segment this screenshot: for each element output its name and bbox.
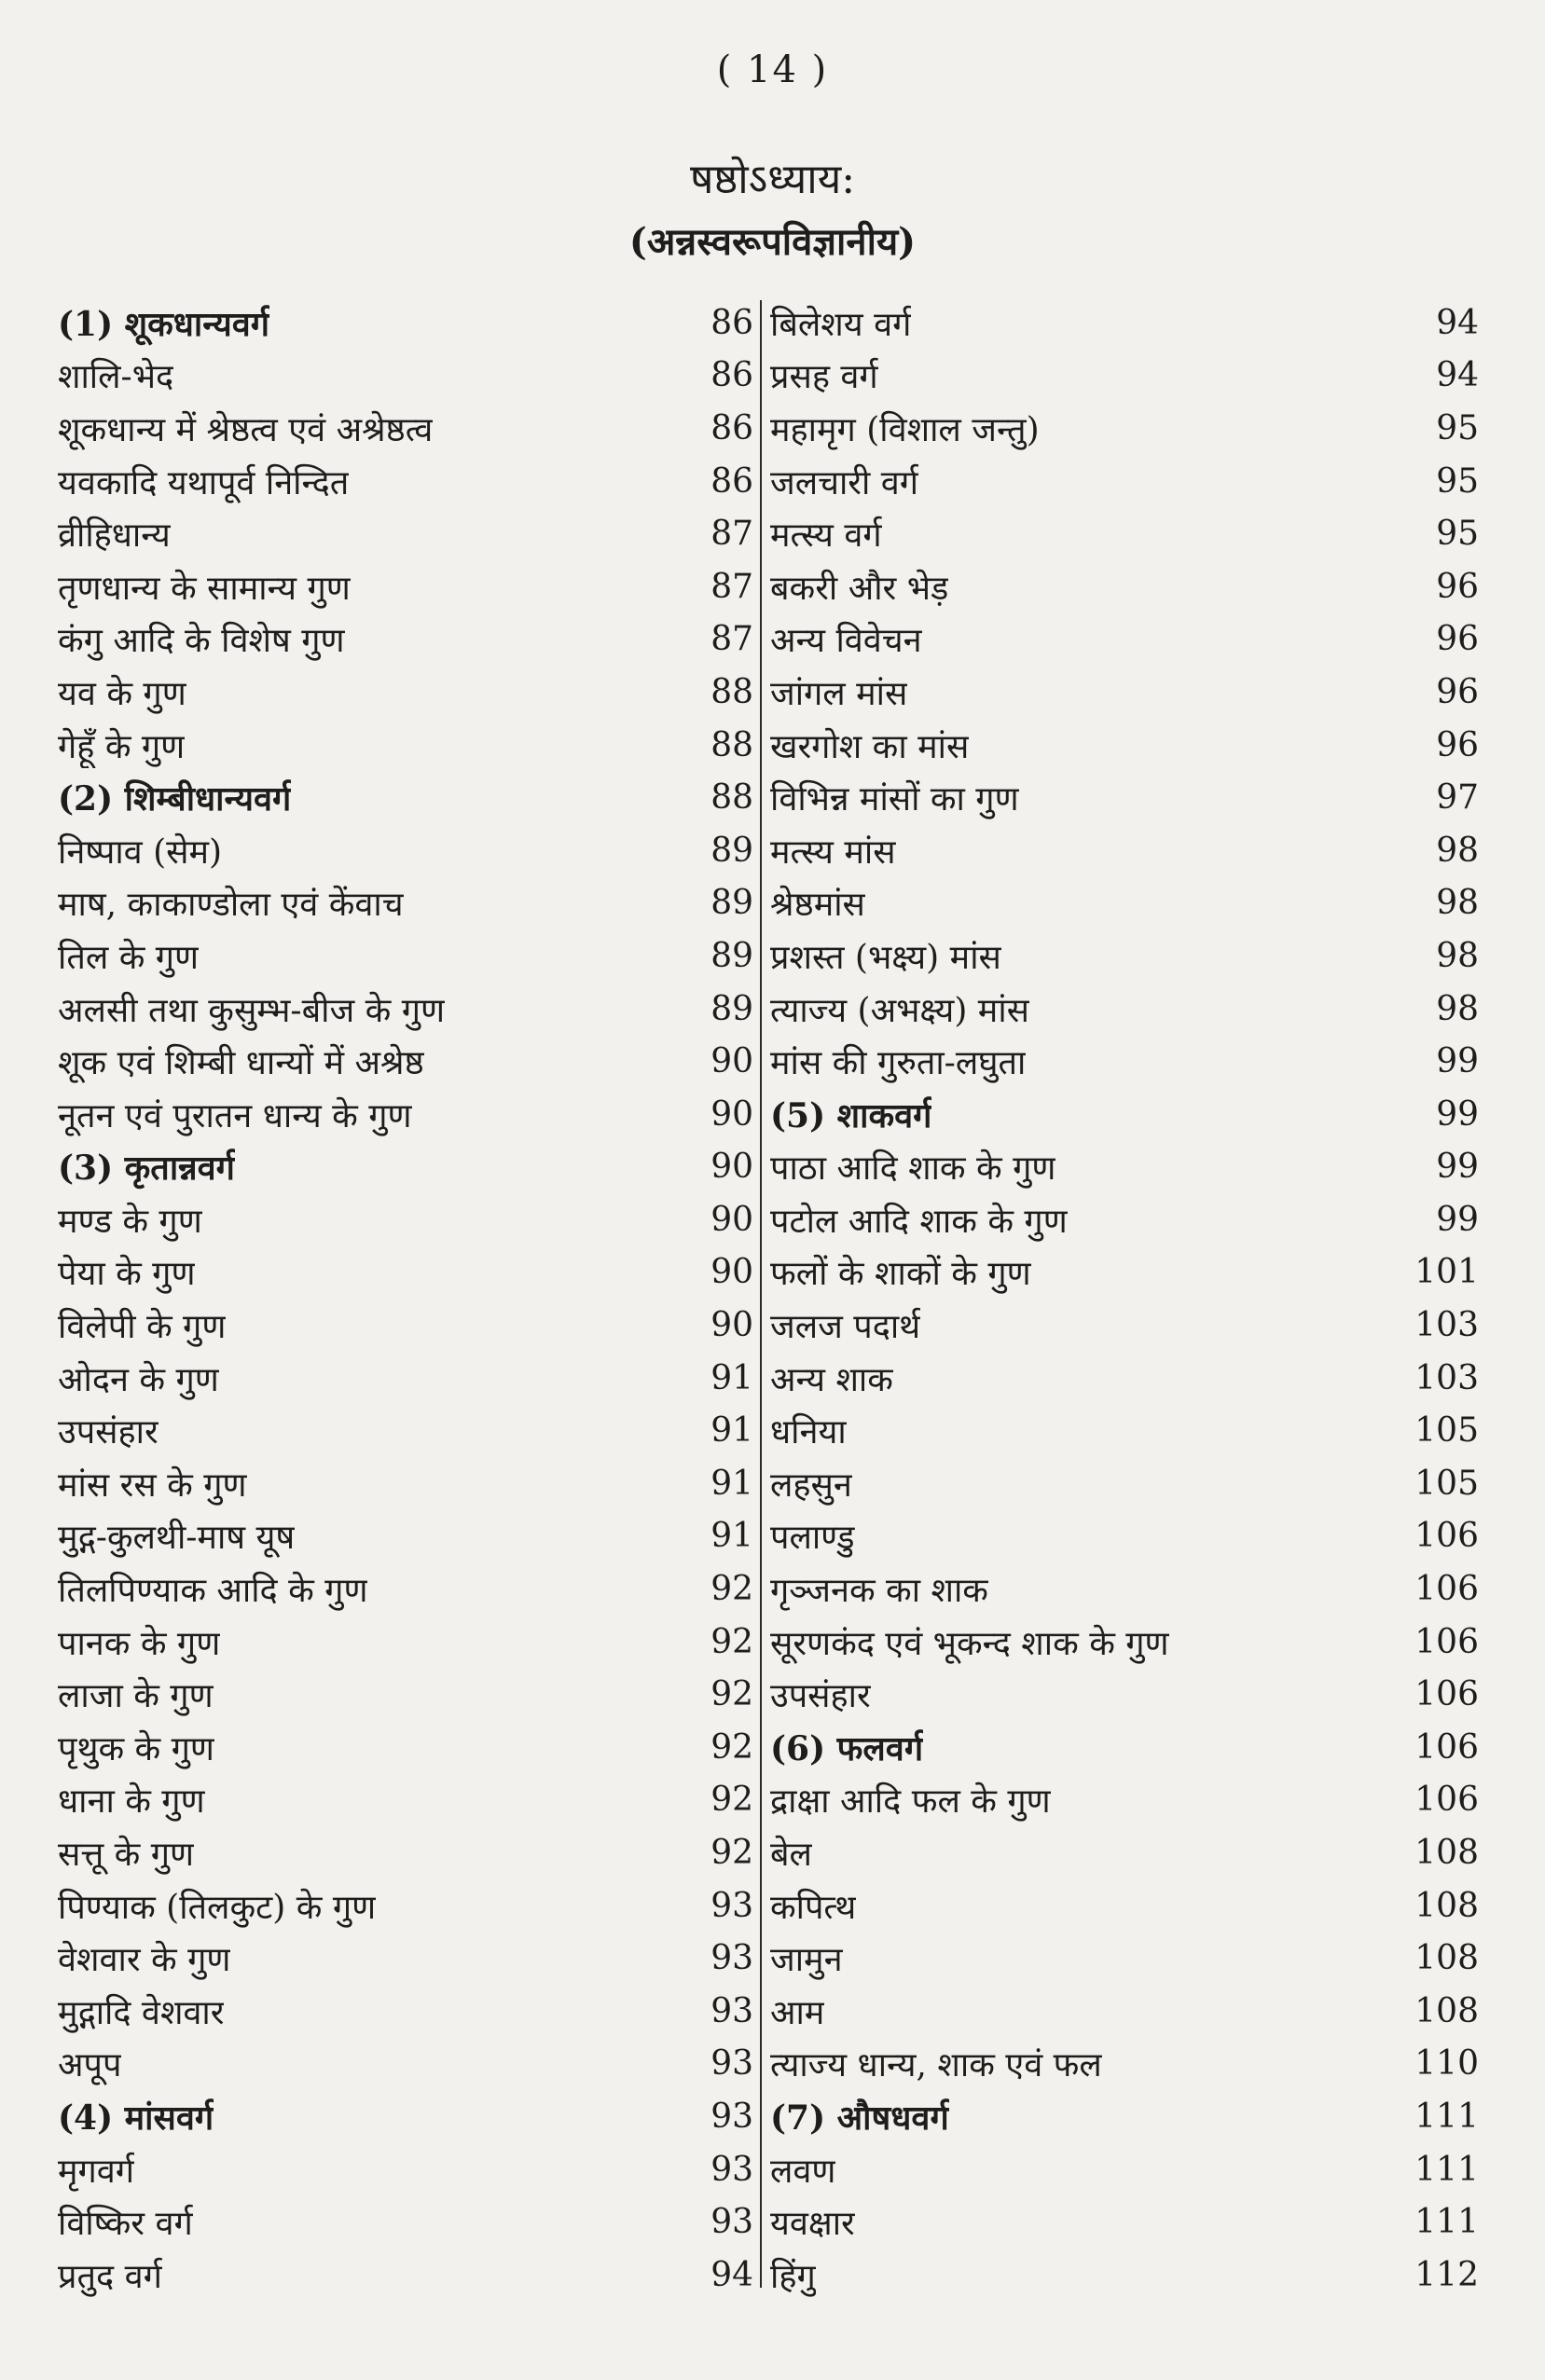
toc-entry-page: 88 (710, 725, 753, 764)
toc-entry-label: सूरणकंद एवं भूकन्द शाक के गुण (770, 1624, 1169, 1663)
toc-entry-page: 95 (1436, 408, 1479, 447)
toc-entry (58, 983, 753, 1036)
toc-entry-page: 87 (710, 515, 753, 554)
toc-entry-label: कंगु आदि के विशेष गुण (58, 622, 345, 661)
toc-entry-label: उपसंहार (58, 1413, 159, 1452)
toc-entry-page: 99 (1436, 1042, 1479, 1081)
toc-entry-label: विभिन्न मांसों का गुण (770, 780, 1019, 819)
toc-entry (770, 1404, 1479, 1457)
toc-right-column (770, 296, 1479, 2302)
toc-entry-label: धनिया (770, 1413, 847, 1452)
toc-entry-page: 106 (1414, 1781, 1479, 1820)
toc-entry-label: (4) मांसवर्ग (58, 2098, 214, 2138)
toc-entry-label: कपित्थ (770, 1888, 857, 1927)
toc-section-heading (770, 1088, 1479, 1141)
toc-left-column (58, 296, 753, 2302)
toc-entry-page: 106 (1414, 1517, 1479, 1556)
toc-entry (770, 2038, 1479, 2091)
toc-entry-label: पेया के गुण (58, 1255, 196, 1294)
toc-entry (770, 350, 1479, 403)
toc-entry-page: 106 (1414, 1622, 1479, 1661)
toc-entry-label: धाना के गुण (58, 1782, 205, 1822)
toc-entry-page: 111 (1414, 2150, 1479, 2189)
toc-entry (58, 507, 753, 560)
toc-entry-label: बकरी और भेड़ (770, 569, 949, 608)
toc-entry-label: शालि-भेद (58, 358, 174, 397)
toc-entry-label: प्रसह वर्ग (770, 358, 878, 397)
toc-entry-label: गेहूँ के गुण (58, 727, 186, 766)
toc-entry (770, 1562, 1479, 1616)
toc-entry-page: 89 (710, 989, 753, 1028)
toc-section-heading (770, 1721, 1479, 1774)
toc-entry-page: 106 (1414, 1675, 1479, 1714)
toc-entry (58, 824, 753, 877)
toc-entry-page: 94 (1436, 356, 1479, 395)
toc-entry-page: 108 (1414, 1991, 1479, 2030)
toc-entry (58, 1193, 753, 1246)
toc-entry-page: 90 (710, 1200, 753, 1239)
toc-entry (58, 560, 753, 613)
toc-section-heading (770, 2090, 1479, 2143)
toc-entry-page: 111 (1414, 2097, 1479, 2136)
toc-entry (58, 1404, 753, 1457)
toc-entry (58, 1616, 753, 1669)
toc-entry (58, 666, 753, 719)
toc-entry-page: 96 (1436, 672, 1479, 711)
toc-entry-label: ओदन के गुण (58, 1360, 219, 1399)
toc-entry-page: 91 (710, 1464, 753, 1503)
toc-entry-label: द्राक्षा आदि फल के गुण (770, 1782, 1051, 1822)
toc-entry-label: जामुन (770, 1941, 843, 1980)
toc-entry (770, 1141, 1479, 1194)
toc-entry-label: उपसंहार (770, 1677, 871, 1716)
toc-entry-label: लवण (770, 2152, 836, 2191)
toc-entry-page: 95 (1436, 515, 1479, 554)
chapter-title: षष्ठोऽध्याय: (689, 156, 856, 203)
toc-entry-label: अन्य शाक (770, 1360, 893, 1399)
toc-entry (770, 877, 1479, 930)
toc-entry (770, 719, 1479, 772)
toc-entry-page: 99 (1436, 1094, 1479, 1134)
toc-entry-label: अपूप (58, 2046, 122, 2085)
toc-entry-page: 93 (710, 1886, 753, 1925)
toc-entry-label: गृञ्जनक का शाक (770, 1572, 988, 1611)
toc-entry-label: हिंगु (770, 2257, 816, 2296)
toc-entry-page: 93 (710, 2044, 753, 2084)
toc-section-heading (58, 2090, 753, 2143)
toc-entry-label: शूक एवं शिम्बी धान्यों में अश्रेष्ठ (58, 1044, 424, 1083)
toc-entry-label: तिल के गुण (58, 938, 200, 977)
toc-entry-label: मण्ड के गुण (58, 1202, 202, 1241)
toc-entry-page: 106 (1414, 1570, 1479, 1609)
toc-entry (770, 1352, 1479, 1405)
toc-entry (58, 1879, 753, 1933)
toc-entry-label: व्रीहिधान्य (58, 516, 171, 556)
toc-entry-page: 93 (710, 2203, 753, 2242)
toc-entry (770, 2195, 1479, 2249)
toc-entry (770, 507, 1479, 560)
toc-entry (770, 1457, 1479, 1510)
toc-entry-label: (5) शाकवर्ग (770, 1095, 932, 1135)
toc-entry-label: तृणधान्य के सामान्य गुण (58, 569, 351, 608)
toc-entry-label: मत्स्य मांस (770, 832, 896, 872)
toc-entry (58, 2249, 753, 2302)
toc-entry-label: फलों के शाकों के गुण (770, 1255, 1031, 1294)
toc-entry-page: 91 (710, 1517, 753, 1556)
toc-entry-page: 89 (710, 936, 753, 975)
toc-entry (58, 929, 753, 983)
toc-entry-page: 93 (710, 1939, 753, 1978)
toc-entry-label: लाजा के गुण (58, 1677, 214, 1716)
toc-entry (770, 1193, 1479, 1246)
toc-entry (770, 455, 1479, 508)
toc-entry-page: 91 (710, 1358, 753, 1397)
chapter-subtitle: (अन्नस्वरूपविज्ञानीय) (628, 220, 917, 264)
toc-entry-page: 90 (710, 1306, 753, 1345)
toc-entry-page: 98 (1436, 936, 1479, 975)
toc-entry-page: 93 (710, 2150, 753, 2189)
toc-entry-label: प्रशस्त (भक्ष्य) मांस (770, 938, 1001, 977)
toc-entry-label: विष्किर वर्ग (58, 2205, 193, 2244)
toc-entry-label: पलाण्डु (770, 1519, 855, 1558)
toc-entry-page: 92 (710, 1675, 753, 1714)
toc-entry-label: महामृग (विशाल जन्तु) (770, 410, 1040, 449)
toc-entry (58, 455, 753, 508)
toc-entry-page: 90 (710, 1253, 753, 1292)
toc-entry (58, 1088, 753, 1141)
toc-entry-label: अन्य विवेचन (770, 622, 922, 661)
toc-entry-label: मांस की गुरुता-लघुता (770, 1044, 1027, 1083)
toc-entry-label: वेशवार के गुण (58, 1941, 231, 1980)
toc-entry-label: (1) शूकधान्यवर्ग (58, 304, 270, 344)
toc-entry (770, 1616, 1479, 1669)
toc-entry-label: पानक के गुण (58, 1624, 221, 1663)
toc-entry (58, 402, 753, 455)
toc-entry (58, 2195, 753, 2249)
toc-entry-page: 111 (1414, 2203, 1479, 2242)
toc-entry (770, 1879, 1479, 1933)
toc-entry (770, 1035, 1479, 1088)
toc-entry-label: (7) औषधवर्ग (770, 2098, 949, 2138)
toc-entry (770, 929, 1479, 983)
toc-entry-label: मृगवर्ग (58, 2152, 135, 2191)
toc-entry (770, 2249, 1479, 2302)
toc-entry-page: 108 (1414, 1834, 1479, 1873)
toc-section-heading (58, 1141, 753, 1194)
toc-entry-label: मांस रस के गुण (58, 1465, 247, 1505)
toc-entry (770, 1246, 1479, 1300)
toc-entry-page: 99 (1436, 1148, 1479, 1187)
toc-entry-label: सत्तू के गुण (58, 1836, 195, 1875)
toc-entry-page: 103 (1414, 1306, 1479, 1345)
toc-section-heading (58, 771, 753, 824)
toc-entry-page: 97 (1436, 778, 1479, 818)
toc-entry-label: शूकधान्य में श्रेष्ठत्व एवं अश्रेष्ठत्व (58, 410, 434, 449)
toc-entry-label: निष्पाव (सेम) (58, 832, 223, 872)
toc-entry-label: लहसुन (770, 1465, 852, 1505)
toc-entry (770, 2143, 1479, 2196)
toc-entry (58, 1035, 753, 1088)
toc-entry-label: तिलपिण्याक आदि के गुण (58, 1572, 368, 1611)
toc-entry (770, 983, 1479, 1036)
toc-entry (58, 2143, 753, 2196)
toc-entry-page: 90 (710, 1094, 753, 1134)
toc-entry-page: 93 (710, 1991, 753, 2030)
toc-entry-page: 86 (710, 356, 753, 395)
toc-entry (58, 2038, 753, 2091)
toc-entry-label: श्रेष्ठमांस (770, 886, 865, 925)
toc-entry-label: पिण्याक (तिलकुट) के गुण (58, 1888, 377, 1927)
column-divider (760, 300, 762, 2288)
toc-entry-page: 90 (710, 1148, 753, 1187)
toc-entry-page: 94 (1436, 303, 1479, 342)
toc-entry-label: मुद्गादि वेशवार (58, 1993, 225, 2032)
toc-entry-page: 108 (1414, 1939, 1479, 1978)
toc-entry (770, 824, 1479, 877)
toc-entry (58, 877, 753, 930)
toc-entry-page: 92 (710, 1570, 753, 1609)
toc-entry (58, 1457, 753, 1510)
toc-entry (770, 1932, 1479, 1985)
toc-entry-label: बेल (770, 1836, 812, 1875)
toc-entry-page: 96 (1436, 620, 1479, 659)
toc-entry-page: 96 (1436, 567, 1479, 606)
toc-entry (58, 1774, 753, 1827)
toc-entry-page: 95 (1436, 461, 1479, 501)
toc-entry (770, 560, 1479, 613)
toc-entry (58, 350, 753, 403)
toc-entry-page: 91 (710, 1411, 753, 1451)
toc-entry-page: 92 (710, 1834, 753, 1873)
toc-entry-page: 112 (1414, 2255, 1479, 2294)
toc-entry-label: जलज पदार्थ (770, 1308, 921, 1347)
toc-entry-page: 92 (710, 1622, 753, 1661)
toc-entry-label: पृथुक के गुण (58, 1729, 214, 1768)
toc-entry-label: यवकादि यथापूर्व निन्दित (58, 463, 350, 502)
toc-entry-label: अलसी तथा कुसुम्भ-बीज के गुण (58, 991, 445, 1030)
toc-entry-page: 94 (710, 2255, 753, 2294)
toc-entry (770, 613, 1479, 667)
toc-entry (58, 613, 753, 667)
toc-entry-label: त्याज्य धान्य, शाक एवं फल (770, 2046, 1102, 2085)
toc-entry-page: 96 (1436, 725, 1479, 764)
toc-entry (770, 1774, 1479, 1827)
toc-entry-page: 86 (710, 408, 753, 447)
toc-section-heading (58, 296, 753, 350)
toc-entry (58, 1932, 753, 1985)
toc-entry-label: त्याज्य (अभक्ष्य) मांस (770, 991, 1029, 1030)
toc-entry (58, 1668, 753, 1721)
toc-entry (58, 1985, 753, 2038)
toc-entry (58, 1721, 753, 1774)
toc-entry-page: 98 (1436, 884, 1479, 923)
toc-entry (58, 1299, 753, 1352)
toc-entry-page: 86 (710, 461, 753, 501)
toc-entry (770, 1510, 1479, 1563)
toc-entry (770, 296, 1479, 350)
toc-entry-label: पाठा आदि शाक के गुण (770, 1149, 1056, 1189)
toc-entry-page: 108 (1414, 1886, 1479, 1925)
toc-entry-page: 101 (1414, 1253, 1479, 1292)
toc-entry (58, 1352, 753, 1405)
toc-entry-label: जांगल मांस (770, 674, 908, 713)
toc-entry-page: 92 (710, 1727, 753, 1767)
toc-entry-page: 106 (1414, 1727, 1479, 1767)
toc-entry-label: माष, काकाण्डोला एवं केंवाच (58, 886, 404, 925)
toc-entry-page: 89 (710, 831, 753, 870)
toc-entry-page: 103 (1414, 1358, 1479, 1397)
toc-entry-label: यवक्षार (770, 2205, 855, 2244)
toc-entry-label: (6) फलवर्ग (770, 1728, 924, 1768)
toc-entry-page: 93 (710, 2097, 753, 2136)
toc-entry-label: बिलेशय वर्ग (770, 305, 912, 344)
toc-entry-label: पटोल आदि शाक के गुण (770, 1202, 1068, 1241)
toc-entry (770, 1985, 1479, 2038)
toc-entry-page: 105 (1414, 1411, 1479, 1451)
toc-entry-page: 87 (710, 620, 753, 659)
toc-entry-label: मत्स्य वर्ग (770, 516, 882, 556)
toc-entry-page: 88 (710, 672, 753, 711)
toc-entry-label: विलेपी के गुण (58, 1308, 227, 1347)
toc-entry-label: प्रतुद वर्ग (58, 2257, 162, 2296)
toc-entry (770, 666, 1479, 719)
toc-entry-page: 89 (710, 884, 753, 923)
toc-entry-label: नूतन एवं पुरातन धान्य के गुण (58, 1096, 412, 1135)
toc-entry (58, 1562, 753, 1616)
toc-entry-label: खरगोश का मांस (770, 727, 970, 766)
toc-entry (770, 1668, 1479, 1721)
toc-entry-page: 90 (710, 1042, 753, 1081)
toc-entry-page: 99 (1436, 1200, 1479, 1239)
toc-entry (58, 719, 753, 772)
toc-entry-page: 98 (1436, 831, 1479, 870)
toc-entry-label: जलचारी वर्ग (770, 463, 919, 502)
toc-entry-label: (3) कृतान्नवर्ग (58, 1149, 235, 1189)
toc-entry-page: 86 (710, 303, 753, 342)
toc-entry-page: 110 (1414, 2044, 1479, 2084)
toc-entry (770, 1826, 1479, 1879)
toc-entry (770, 1299, 1479, 1352)
toc-entry-label: (2) शिम्बीधान्यवर्ग (58, 779, 292, 819)
toc-entry (58, 1826, 753, 1879)
toc-entry (58, 1246, 753, 1300)
toc-entry-page: 98 (1436, 989, 1479, 1028)
toc-entry-label: आम (770, 1993, 825, 2032)
toc-entry-page: 87 (710, 567, 753, 606)
toc-entry-label: मुद्ग-कुलथी-माष यूष (58, 1519, 296, 1558)
toc-entry-page: 92 (710, 1781, 753, 1820)
toc-entry (770, 771, 1479, 824)
toc-entry-page: 88 (710, 778, 753, 818)
toc-entry-label: यव के गुण (58, 674, 186, 713)
page-number: ( 14 ) (716, 48, 829, 91)
toc-entry (770, 402, 1479, 455)
toc-entry (58, 1510, 753, 1563)
toc-entry-page: 105 (1414, 1464, 1479, 1503)
